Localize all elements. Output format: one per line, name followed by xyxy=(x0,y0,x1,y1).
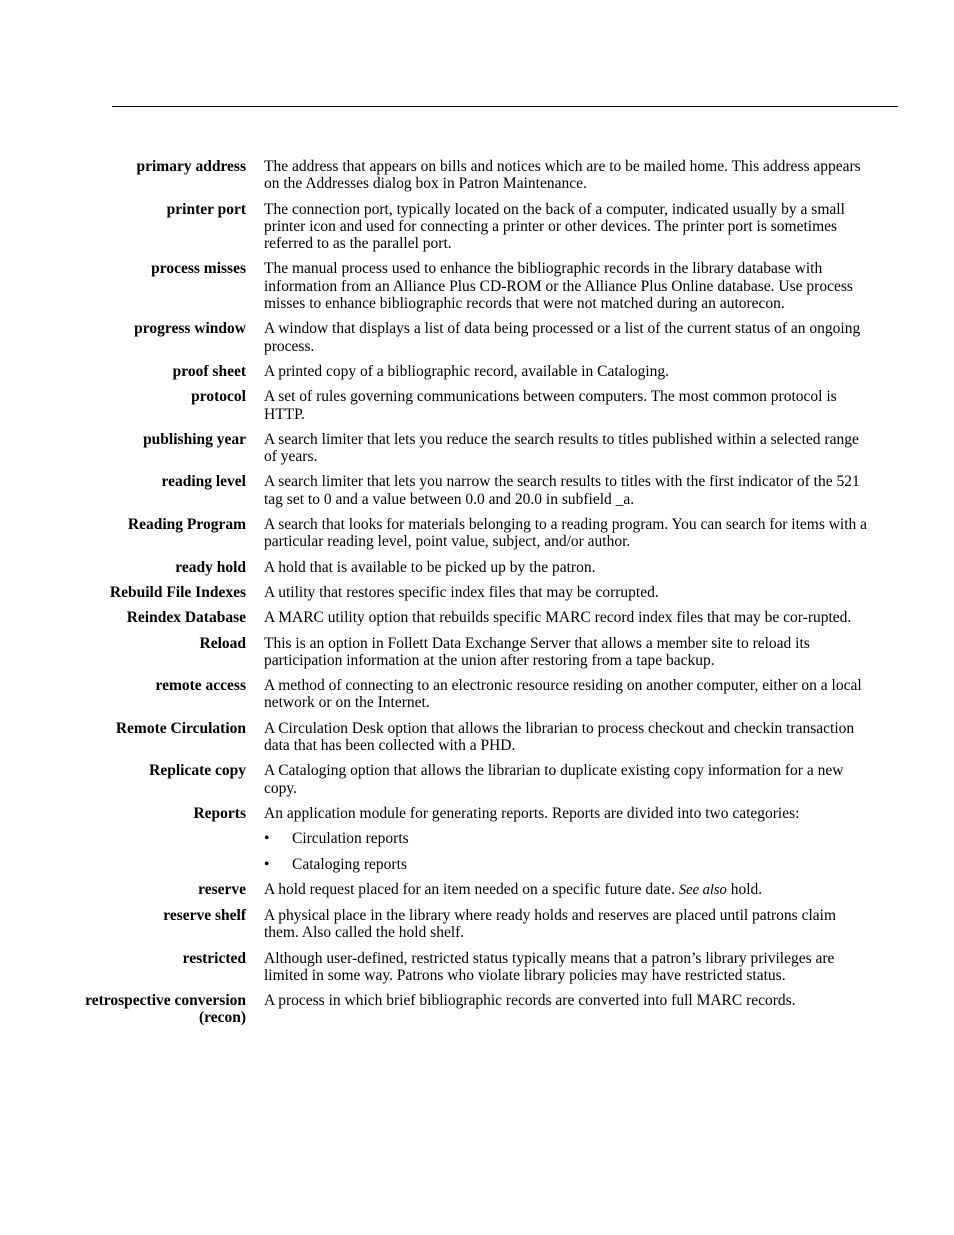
glossary-term: protocol xyxy=(191,388,246,406)
term-line: (recon) xyxy=(198,1009,246,1027)
glossary-term: Reload xyxy=(199,634,246,652)
glossary-definition: A printed copy of a bibliographic record, available in Cataloging. xyxy=(264,362,670,380)
glossary-entry xyxy=(0,516,954,551)
header-rule xyxy=(112,106,898,107)
definition-text: A hold request placed for an item needed on a specific future date. xyxy=(264,880,676,898)
glossary-entry xyxy=(0,158,954,193)
glossary-definition: A hold that is available to be picked up by the patron. xyxy=(264,558,596,576)
glossary-term: progress window xyxy=(134,320,246,338)
glossary-entry xyxy=(0,762,954,797)
glossary-term xyxy=(6,992,246,1026)
glossary-definition: A set of rules governing communications between computers. The most common protocol is HTTP. xyxy=(264,388,837,423)
glossary-definition: This is an option in Follett Data Exchange Server that allows a member site to reload its participation information at the union after restoring from a tape backup. xyxy=(264,634,810,669)
bullet-text: Circulation reports xyxy=(292,830,409,848)
glossary-definition: Although user-defined, restricted status typically means that a patron’s library privileges are limited in some way. Patrons who violate library policies may have restricted status. xyxy=(264,949,835,984)
glossary-term: ready hold xyxy=(175,558,246,576)
glossary-definition: A method of connecting to an electronic resource residing on another computer, either on a local network or on the Internet. xyxy=(264,677,862,712)
glossary-entry xyxy=(0,805,954,873)
see-also-target: hold. xyxy=(730,880,763,898)
glossary-entry xyxy=(0,260,954,312)
glossary-definition: The connection port, typically located on the back of a computer, indicated usually by a small printer icon and used for connecting a printer or other devices. The printer port is sometimes referred to as the parallel port. xyxy=(264,200,845,253)
glossary-term: primary address xyxy=(136,158,246,175)
glossary-term: reserve shelf xyxy=(163,907,246,925)
glossary-entry xyxy=(0,907,954,942)
glossary-definition: A search limiter that lets you narrow the search results to titles with the first indicator of the 521 tag set to 0 and a value between 0.0 and 20.0 in subfield _a. xyxy=(264,473,860,508)
glossary-definition: A window that displays a list of data being processed or a list of the current status of an ongoing process. xyxy=(264,320,861,355)
glossary-term: process misses xyxy=(151,260,246,278)
glossary-entry xyxy=(0,431,954,466)
bullet-item xyxy=(264,856,954,873)
glossary-definition xyxy=(264,881,874,899)
glossary-definition: The address that appears on bills and notices which are to be mailed home. This address appears on the Addresses dialog box in Patron Maintenance. xyxy=(264,158,861,193)
bullet-text: Cataloging reports xyxy=(292,855,407,873)
glossary-term: Reading Program xyxy=(127,516,246,534)
glossary-definition: A MARC utility option that rebuilds specific MARC record index files that may be cor-rupted. xyxy=(264,609,852,627)
glossary-entry xyxy=(0,473,954,508)
see-also-label: See also xyxy=(678,881,727,898)
bullet-item xyxy=(264,830,954,847)
bullet-icon: • xyxy=(264,830,270,848)
glossary-term: restricted xyxy=(182,949,246,967)
glossary-entry xyxy=(0,720,954,755)
glossary-entry xyxy=(0,320,954,355)
glossary-entry xyxy=(0,201,954,253)
glossary-entry xyxy=(0,609,954,626)
glossary-entry xyxy=(0,677,954,712)
glossary-term: publishing year xyxy=(143,430,246,448)
glossary-term: proof sheet xyxy=(172,362,246,380)
glossary-entry xyxy=(0,584,954,601)
glossary-entry xyxy=(0,559,954,576)
glossary-definition: A physical place in the library where ready holds and reserves are placed until patrons claim them. Also called the hold shelf. xyxy=(264,907,836,942)
glossary-definition: A search limiter that lets you reduce the search results to titles published within a selected range of years. xyxy=(264,430,859,466)
glossary-definition: A search that looks for materials belonging to a reading program. You can search for items with a particular reading level, point value, subject, and/or author. xyxy=(264,516,868,551)
glossary-term: remote access xyxy=(155,677,246,695)
glossary-term: Remote Circulation xyxy=(115,719,246,737)
glossary-term: Reports xyxy=(193,804,246,822)
glossary-definition: An application module for generating reports. Reports are divided into two categories: xyxy=(264,804,800,822)
glossary-term: Reindex Database xyxy=(126,609,246,627)
glossary-entry xyxy=(0,881,954,899)
glossary-entry xyxy=(0,635,954,670)
glossary-entry xyxy=(0,950,954,985)
glossary-definition: The manual process used to enhance the bibliographic records in the library database with information from an Alliance Plus CD-ROM or the Alliance Plus Online database. Use process misses to enhance bibliographic records that were not matched during an autorecon. xyxy=(264,260,853,313)
glossary-entry xyxy=(0,363,954,380)
term-line: retrospective conversion xyxy=(85,992,246,1010)
glossary-term: reading level xyxy=(161,473,246,491)
glossary-definition: A Circulation Desk option that allows the librarian to process checkout and checkin transaction data that has been collected with a PHD. xyxy=(264,719,855,755)
glossary-list xyxy=(0,158,954,1027)
glossary-definition: A Cataloging option that allows the librarian to duplicate existing copy information for a new copy. xyxy=(264,762,844,797)
glossary-term: Rebuild File Indexes xyxy=(109,583,246,601)
glossary-term: printer port xyxy=(166,200,246,218)
glossary-entry xyxy=(0,388,954,423)
glossary-entry xyxy=(0,992,954,1027)
glossary-definition: A process in which brief bibliographic records are converted into full MARC records. xyxy=(264,992,796,1010)
glossary-term: reserve xyxy=(198,880,246,898)
glossary-definition: A utility that restores specific index files that may be corrupted. xyxy=(264,583,659,601)
glossary-term: Replicate copy xyxy=(149,762,246,780)
bullet-icon: • xyxy=(264,855,270,873)
